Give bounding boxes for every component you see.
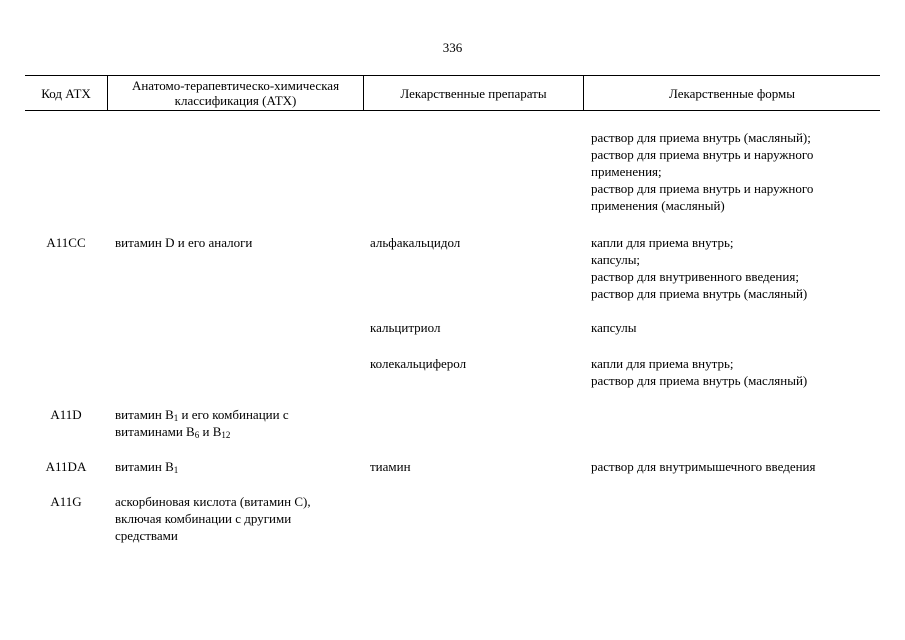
table-row-forms: капли для приема внутрь; капсулы; раствор для внутривенного введения; раствор для приема внутрь (масляный) — [591, 235, 808, 301]
table-header-rule — [25, 110, 880, 111]
header-classification: Анатомо-терапевтическо-химическая классификация (АТХ) — [131, 78, 340, 108]
drug-name: колекальциферол — [370, 356, 467, 371]
atc-classification: витамин $B_1$ и его комбинации с витаминами $B_6$ и $B_{12}$ — [115, 407, 289, 440]
atc-code: A11CC — [46, 235, 86, 250]
drug-name: тиамин — [370, 459, 411, 474]
atc-code: A11D — [50, 407, 82, 422]
atc-classification: витамин $B_1$ — [115, 459, 179, 475]
drug-name: альфакальцидол — [370, 235, 461, 250]
atc-classification: аскорбиновая кислота (витамин C), включая комбинации с другими средствами — [115, 494, 311, 543]
header-code: Код АТХ — [41, 85, 91, 101]
atc-code: A11G — [50, 494, 82, 509]
header-drugs: Лекарственные препараты — [400, 85, 547, 101]
atc-classification: витамин D и его аналоги — [115, 235, 253, 250]
table-row-forms: капли для приема внутрь; раствор для приема внутрь (масляный) — [591, 356, 808, 388]
page-number: 336 — [442, 40, 463, 55]
table-row-forms: раствор для приема внутрь (масляный); раствор для приема внутрь и наружного применения; раствор для приема внутрь и наружного применения (масляный) — [591, 130, 814, 213]
table-row-forms: раствор для внутримышечного введения — [591, 459, 816, 474]
header-forms: Лекарственные формы — [668, 85, 796, 101]
drug-name: кальцитриол — [370, 320, 441, 335]
atc-code: A11DA — [45, 459, 87, 474]
table-row-forms: капсулы — [591, 320, 637, 335]
